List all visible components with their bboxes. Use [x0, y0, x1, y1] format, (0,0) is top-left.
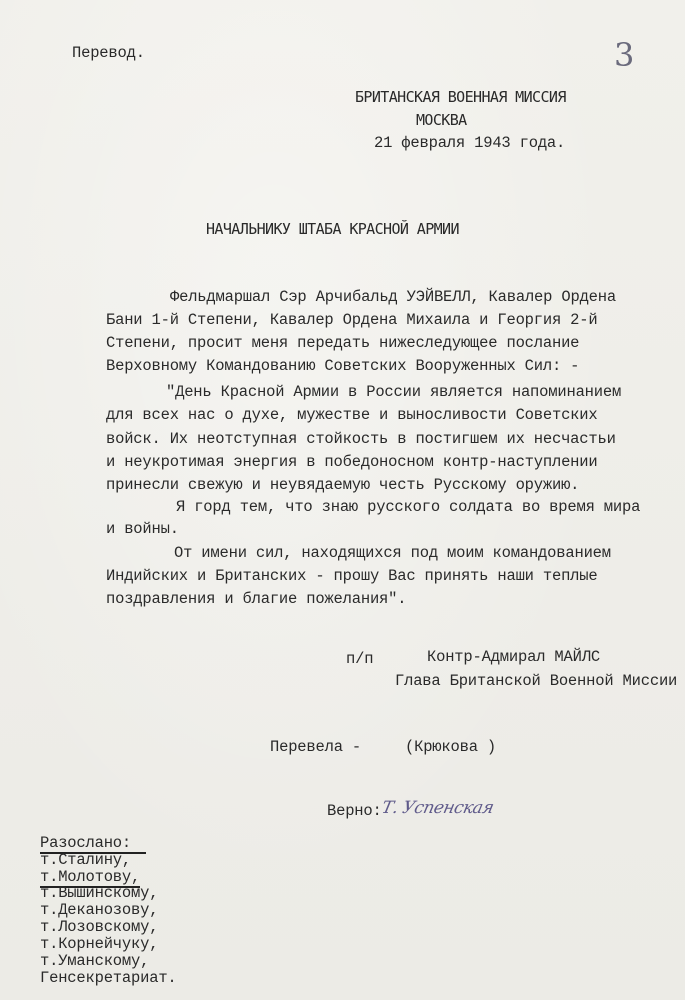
- recipient-3: т.Вышинскому,: [40, 884, 159, 902]
- recipient-7: т.Уманскому,: [40, 952, 150, 970]
- body-line-14: поздравления и благие пожелания".: [106, 590, 407, 608]
- translation-label: Перевод.: [72, 44, 145, 62]
- body-line-10: Я горд тем, что знаю русского солдата во время мира: [176, 498, 641, 516]
- verified-label: Верно:: [327, 802, 382, 820]
- body-line-12: От имени сил, находящихся под моим командованием: [174, 544, 611, 562]
- body-line-13: Индийских и Британских - прошу Вас принять наши теплые: [106, 567, 598, 585]
- body-line-5: "День Красной Армии в России является напоминанием: [166, 383, 622, 401]
- recipient-8: Генсекретариат.: [40, 969, 177, 987]
- document-date: 21 февраля 1943 года.: [374, 134, 566, 152]
- signature-title: Глава Британской Военной Миссии: [395, 672, 678, 690]
- body-line-11: и войны.: [106, 520, 179, 538]
- recipient-2: т.Молотову,: [40, 868, 141, 886]
- body-line-8: и неукротимая энергия в победоносном контр-наступлении: [106, 453, 598, 471]
- recipient-1: т.Сталину,: [40, 851, 132, 869]
- addressee: НАЧАЛЬНИКУ ШТАБА КРАСНОЙ АРМИИ: [206, 220, 459, 238]
- recipient-6: т.Корнейчуку,: [40, 935, 159, 953]
- body-line-4: Верховному Командованию Советских Вооруженных Сил: -: [106, 357, 580, 375]
- translator-label: Перевела -: [270, 738, 362, 756]
- recipient-5: т.Лозовскому,: [40, 918, 159, 936]
- body-line-2: Бани 1-й Степени, Кавалер Ордена Михаила и Георгия 2-й: [106, 311, 598, 329]
- body-line-3: Степени, просит меня передать нижеследующее послание: [106, 334, 580, 352]
- distribution-heading: Разослано:: [40, 834, 132, 852]
- body-line-6: для всех нас о духе, мужестве и выносливости Советских: [106, 406, 598, 424]
- page-number: 3: [614, 36, 635, 74]
- recipient-4: т.Деканозову,: [40, 901, 159, 919]
- org-line1: БРИТАНСКАЯ ВОЕННАЯ МИССИЯ: [355, 88, 566, 106]
- handwritten-signature: Т. Успенская: [379, 798, 496, 818]
- body-line-1: Фельдмаршал Сэр Арчибальд УЭЙВЕЛЛ, Кавалер Ордена: [170, 288, 616, 306]
- body-line-7: войск. Их неотступная стойкость в постигшем их несчастьи: [106, 430, 616, 448]
- body-line-9: принесли свежую и неувядаемую честь Русскому оружию.: [106, 476, 580, 494]
- signature-pp: п/п: [346, 650, 374, 668]
- org-line2: МОСКВА: [416, 111, 467, 129]
- translator-name: (Крюкова ): [405, 738, 497, 756]
- signature-name: Контр-Адмирал МАЙЛС: [427, 648, 600, 666]
